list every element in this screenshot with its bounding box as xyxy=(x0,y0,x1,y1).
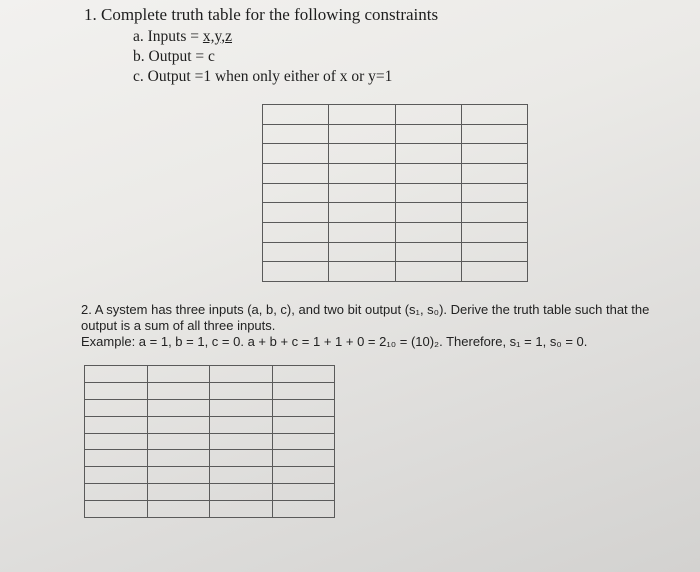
table-row xyxy=(263,163,528,183)
question-2-example: Example: a = 1, b = 1, c = 0. a + b + c = 1 + 1 + 0 = 2₁₀ = (10)₂. Therefore, s₁ = 1, s₀ = 0. xyxy=(81,334,588,349)
constraint-c-marker: c. xyxy=(133,68,144,85)
table-row xyxy=(85,416,335,433)
table-row xyxy=(85,382,335,399)
table-row xyxy=(85,450,335,467)
table-row xyxy=(85,467,335,484)
constraint-b-marker: b. xyxy=(133,48,145,65)
question-2-line-2: output is a sum of all three inputs. xyxy=(81,318,276,333)
table-row xyxy=(263,144,528,164)
question-1-title: 1. Complete truth table for the following constraints xyxy=(84,5,439,24)
constraint-a xyxy=(133,27,392,47)
table-row xyxy=(263,262,528,282)
question-1-constraints xyxy=(133,27,392,87)
table-row xyxy=(85,399,335,416)
truth-table-1 xyxy=(262,104,528,282)
truth-table-2 xyxy=(84,365,335,518)
question-2-line-1: 2. A system has three inputs (a, b, c), and two bit output (s₁, s₀). Derive the truth table such that the xyxy=(81,302,650,317)
table-row xyxy=(263,222,528,242)
table-row xyxy=(263,124,528,144)
constraint-b-text: Output = c xyxy=(148,48,215,65)
table-row xyxy=(263,183,528,203)
constraint-b xyxy=(133,47,392,67)
constraint-a-marker: a. xyxy=(133,28,144,45)
table-row xyxy=(85,501,335,518)
table-row xyxy=(85,433,335,450)
table-row xyxy=(263,203,528,223)
constraint-a-inputs: x,y,z xyxy=(202,28,233,45)
constraint-a-text: Inputs = xyxy=(147,28,203,45)
constraint-c-text: Output =1 when only either of x or y=1 xyxy=(147,68,393,85)
table-row xyxy=(263,105,528,125)
table-row xyxy=(85,484,335,501)
table-row xyxy=(85,366,335,383)
question-2 xyxy=(81,302,693,350)
constraint-c xyxy=(133,67,392,87)
table-row xyxy=(263,242,528,262)
